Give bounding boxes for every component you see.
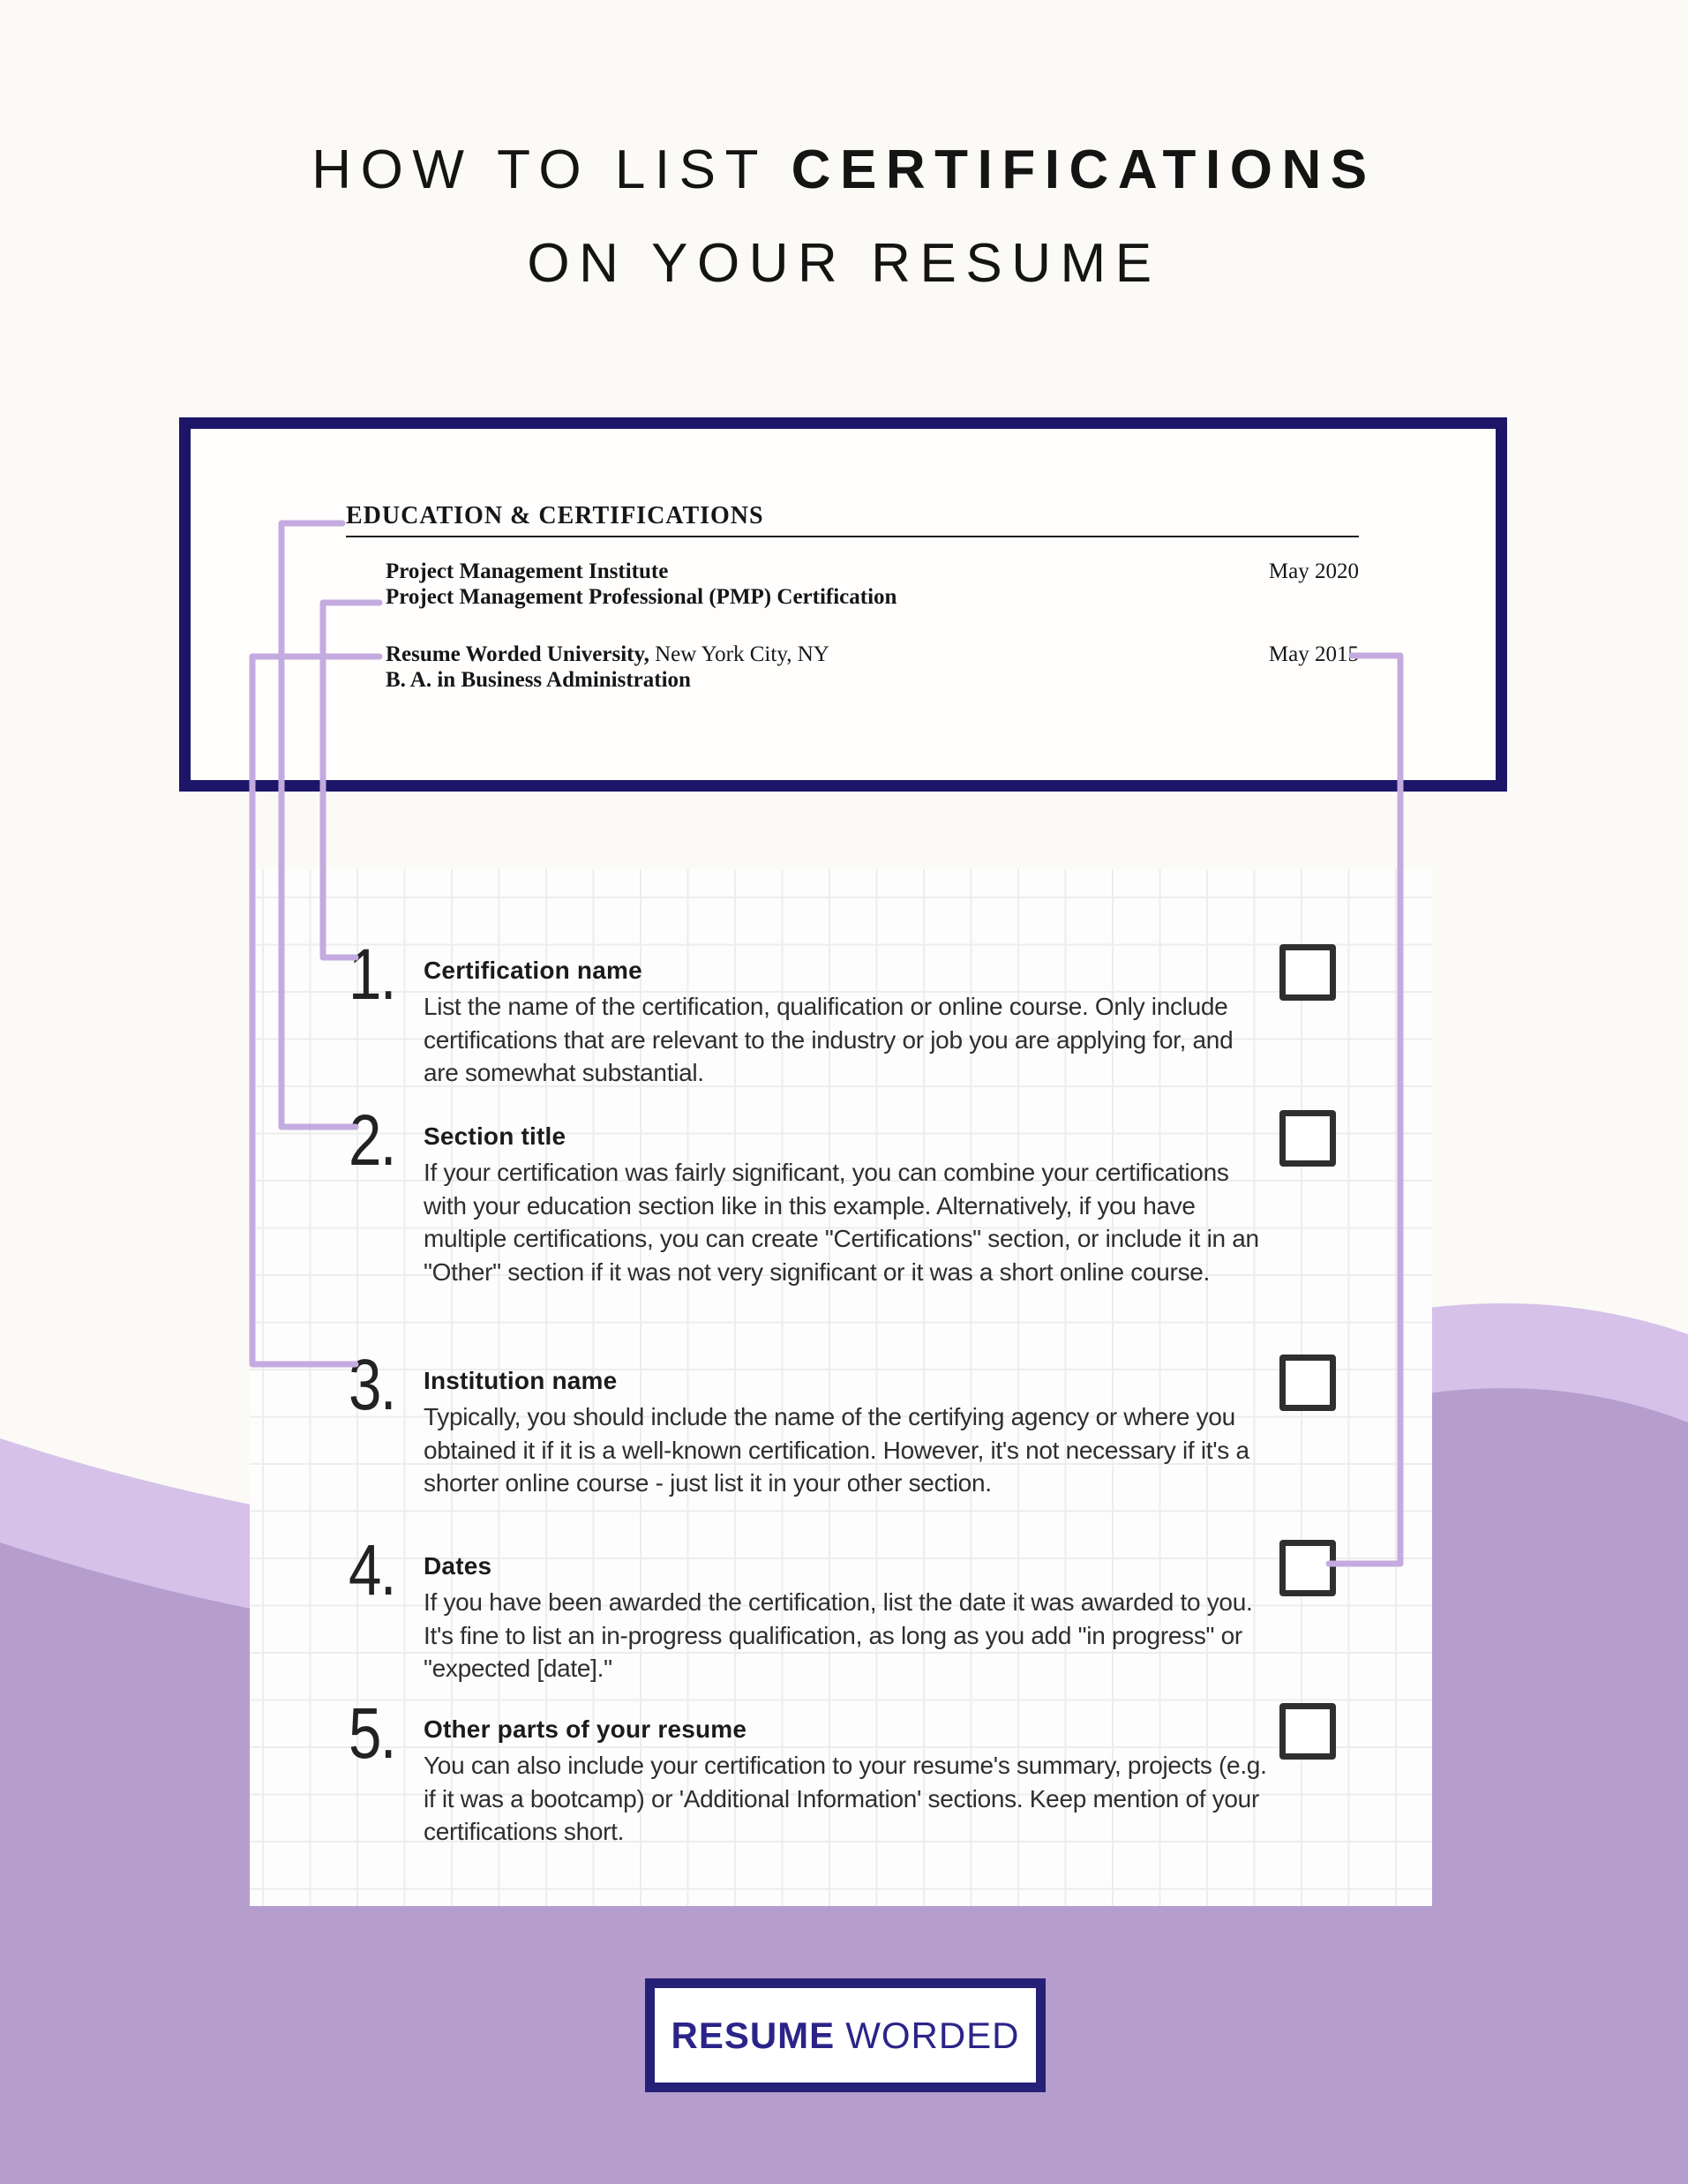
step-item-1: [250, 934, 1432, 1090]
page-title-line1: [0, 139, 1688, 200]
step-number: 4.: [349, 1530, 395, 1610]
checkbox-icon: [1279, 1540, 1336, 1596]
step-item-4: [250, 1530, 1432, 1685]
checkbox-icon: [1279, 1703, 1336, 1760]
step-item-3: [250, 1345, 1432, 1500]
resume-entry-date: May 2020: [1268, 559, 1359, 583]
step-body: You can also include your certification to your resume's summary, projects (e.g. if it was a bootcamp) or 'Additional Information' sections. Keep mention of your certifications short.: [424, 1752, 1267, 1845]
step-number: 1.: [349, 934, 395, 1015]
step-body: If you have been awarded the certification, list the date it was awarded to you. It's fine to list an in-progress qualification, as long as you add "in progress" or "expected [date].": [424, 1588, 1253, 1682]
step-heading: Section title: [424, 1122, 566, 1150]
resume-entry-name: Project Management Institute: [386, 559, 669, 583]
resume-entry-name: Resume Worded University,: [386, 642, 649, 666]
step-number: 5.: [349, 1693, 395, 1774]
logo-text-bold: RESUME: [671, 2014, 836, 2056]
step-item-5: [250, 1693, 1432, 1849]
resume-entry-detail: Project Management Professional (PMP) Certification: [386, 585, 897, 609]
page-title-regular: HOW TO LIST: [311, 139, 791, 200]
step-body: If your certification was fairly significant, you can combine your certifications with your education section like in this example. Alternatively, if you have multiple certifications, you can create "Certifications" section, or include it in an "Other" section if it was not very significant or it was a short online course.: [424, 1159, 1259, 1286]
logo-text-regular: WORDED: [845, 2014, 1020, 2056]
steps-card: [250, 869, 1432, 1906]
step-heading: Institution name: [424, 1367, 618, 1394]
checkbox-icon: [1279, 1355, 1336, 1411]
step-body: List the name of the certification, qualification or online course. Only include certifications that are relevant to the industry or job you are applying for, and are somewhat substantial.: [424, 993, 1234, 1086]
resume-entry-detail: B. A. in Business Administration: [386, 668, 691, 692]
resume-example-box: [179, 417, 1507, 792]
resume-entry-certification: [386, 559, 1359, 610]
resume-section-divider: [346, 536, 1359, 537]
step-heading: Other parts of your resume: [424, 1715, 747, 1743]
step-number: 2.: [349, 1100, 395, 1181]
step-number: 3.: [349, 1345, 395, 1425]
resume-worded-logo: [645, 1978, 1046, 2092]
checkbox-icon: [1279, 944, 1336, 1001]
step-heading: Dates: [424, 1552, 492, 1580]
page-title-line2: ON YOUR RESUME: [527, 233, 1161, 294]
step-heading: Certification name: [424, 957, 642, 984]
step-item-2: [250, 1100, 1432, 1288]
resume-entry-education: [386, 642, 1359, 693]
checkbox-icon: [1279, 1110, 1336, 1167]
page-title-bold: CERTIFICATIONS: [791, 139, 1377, 200]
resume-section-heading: EDUCATION & CERTIFICATIONS: [346, 502, 764, 529]
resume-entry-location: New York City, NY: [649, 642, 829, 666]
step-body: Typically, you should include the name of the certifying agency or where you obtained it if it is a well-known certification. However, it's not necessary if it's a shorter online course - just list it in your other section.: [424, 1403, 1249, 1497]
resume-entry-date: May 2015: [1268, 642, 1359, 666]
